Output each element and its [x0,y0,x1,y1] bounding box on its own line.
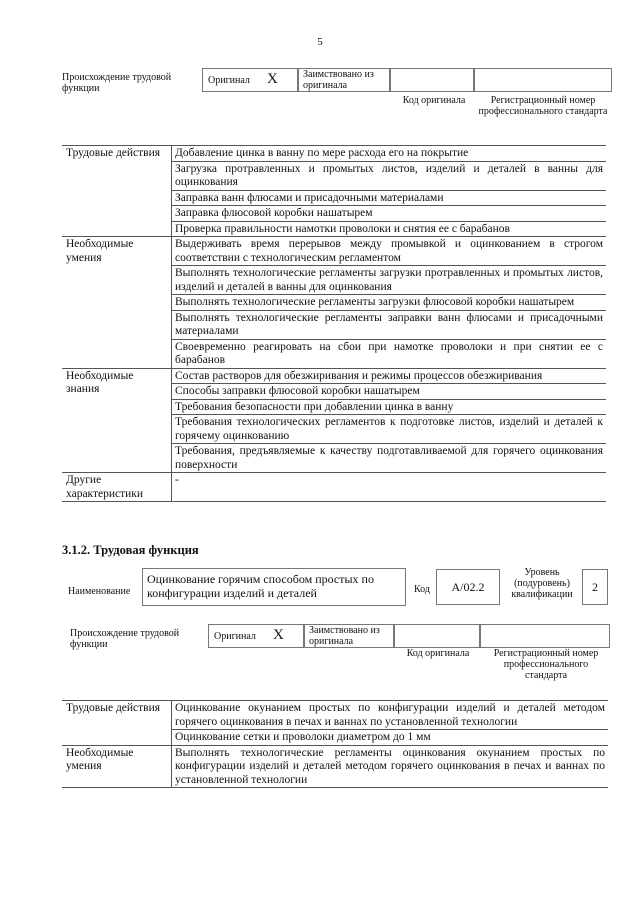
requirement-item: Проверка правильности намотки проволоки и снятия ее с барабанов [172,221,607,237]
requirement-item: Добавление цинка в ванну по мере расхода его на покрытие [172,146,607,162]
original-code-box [394,624,480,648]
table-row [62,701,608,730]
requirement-item: Способы заправки флюсовой коробки нашатырем [172,384,607,400]
table-row [62,745,608,788]
original-code-box [390,68,474,92]
reg-number-box [474,68,612,92]
borrowed-label: Заимствовано из оригинала [309,625,380,647]
original-label: Оригинал [208,75,250,86]
original-x-mark: X [267,71,278,87]
requirement-item: Заправка ванн флюсами и присадочными материалами [172,190,607,206]
group-label: Необходимые умения [62,745,172,788]
requirement-item: Требования безопасности при добавлении цинка в ванну [172,399,607,415]
borrowed-box [304,624,394,648]
original-code-caption: Код оригинала [402,95,466,106]
requirement-item: Оцинкование сетки и проволоки диаметром до 1 мм [172,730,609,746]
original-code-caption: Код оригинала [406,648,470,659]
original-x-mark: X [273,627,284,643]
requirement-item: Требования, предъявляемые к качеству подготавливаемой для горячего оцинкования поверхности [172,444,607,473]
function-code: A/02.2 [436,569,500,605]
requirement-item: Выполнять технологические регламенты загрузки протравленных и промытых листов, изделий и деталей в ванны для оцинкования [172,266,607,295]
requirement-item: Выдерживать время перерывов между промывкой и оцинкованием в строгом соответствии с технологическим регламентом [172,237,607,266]
borrowed-box [298,68,390,92]
table-row [62,473,606,502]
requirement-item: Загрузка протравленных и промытых листов, изделий и деталей в ванны для оцинкования [172,161,607,190]
requirement-item: Своевременно реагировать на сбои при намотке проволоки и при снятии ее с барабанов [172,339,607,368]
table-row [62,368,606,384]
group-label: Необходимые знания [62,368,172,473]
section-heading: 3.1.2. Трудовая функция [62,543,199,557]
table-row [62,146,606,162]
original-box [202,68,298,92]
qualification-level: 2 [582,569,608,605]
labor-function-table-1 [62,145,606,502]
group-label: Трудовые действия [62,146,172,237]
code-label: Код [414,584,430,595]
origin-label: Происхождение трудовой функции [70,628,180,650]
borrowed-label: Заимствовано из оригинала [303,69,374,91]
origin-label: Происхождение трудовой функции [62,72,172,94]
table-row [62,237,606,266]
function-name: Оцинкование горячим способом простых по конфигурации изделий и деталей [142,568,406,606]
group-label: Необходимые умения [62,237,172,369]
requirement-item: Выполнять технологические регламенты загрузки флюсовой коробки нашатырем [172,295,607,311]
requirement-item: Заправка флюсовой коробки нашатырем [172,206,607,222]
requirement-item: Выполнять технологические регламенты оцинкования окунанием простых по конфигурации изделий и деталей методом горячего оцинкования в печах и ваннах по установленной технологии [172,745,609,788]
name-label: Наименование [68,586,131,597]
page-number: 5 [317,36,323,48]
group-label: Другие характеристики [62,473,172,502]
reg-number-caption: Регистрационный номер профессионального стандарта [493,648,599,681]
reg-number-caption: Регистрационный номер профессионального стандарта [478,95,608,117]
requirement-item: Выполнять технологические регламенты заправки ванн флюсами и присадочными материалами [172,310,607,339]
requirement-item: Требования технологических регламентов к подготовке листов, изделий и деталей к горячему оцинкованию [172,415,607,444]
requirement-item: Оцинкование окунанием простых по конфигурации изделий и деталей методом горячего оцинкования в печах и ваннах по установленной технологии [172,701,609,730]
group-label: Трудовые действия [62,701,172,746]
level-label: Уровень (подуровень) квалификации [511,567,573,600]
requirement-item: Состав растворов для обезжиривания и режимы процессов обезжиривания [172,368,607,384]
requirement-item: - [172,473,607,502]
original-box [208,624,304,648]
original-label: Оригинал [214,631,256,642]
reg-number-box [480,624,610,648]
labor-function-table-2 [62,700,608,788]
